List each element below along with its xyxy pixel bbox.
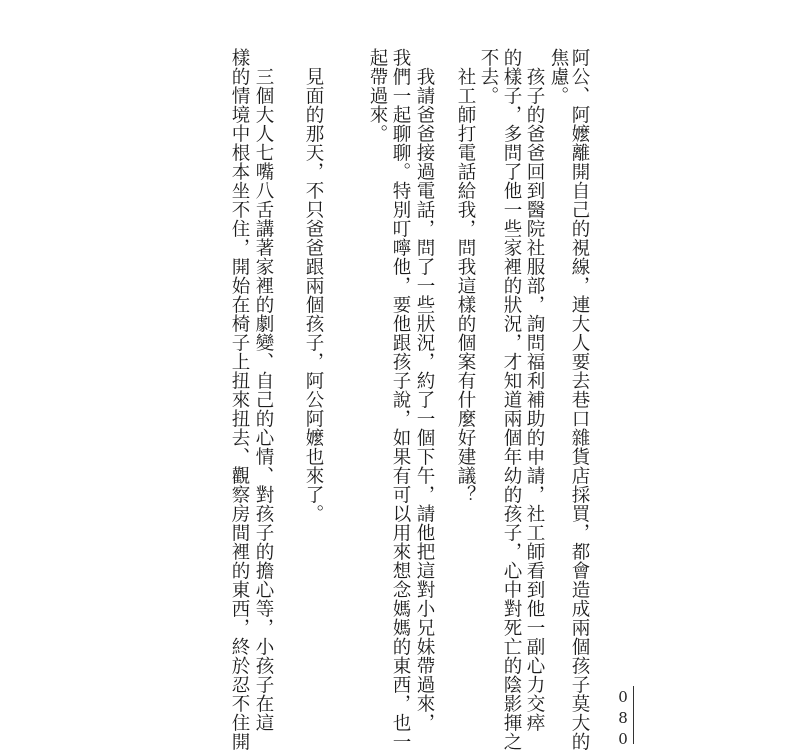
text-column: 起帶過來。	[367, 48, 388, 143]
text-column: 孩子的爸爸回到醫院社服部，詢問福利補助的申請，社工師看到他一副心力交瘁	[524, 48, 545, 732]
page-number: 080	[614, 688, 632, 751]
text-column: 阿公、阿嬤離開自己的視線，連大人要去巷口雜貨店採買，都會造成兩個孩子莫大的	[569, 48, 590, 751]
text-column: 樣的情境中根本坐不住，開始在椅子上扭來扭去、觀察房間裡的東西，終於忍不住開	[229, 48, 250, 751]
text-column: 焦慮。	[548, 48, 569, 105]
text-column: 我請爸爸接過電話，問了一些狀況，約了一個下午，請他把這對小兄妹帶過來，	[414, 48, 435, 732]
text-column: 不去。	[478, 48, 499, 105]
text-column: 社工師打電話給我，問我這樣的個案有什麼好建議？	[455, 48, 476, 504]
text-column: 的樣子，多問了他一些家裡的狀況，才知道兩個年幼的孩子，心中對死亡的陰影揮之	[501, 48, 522, 751]
text-column: 我們一起聊聊。特別叮嚀他，要他跟孩子說，如果有可以用來想念媽媽的東西，也一	[390, 48, 411, 751]
text-column: 見面的那天，不只爸爸跟兩個孩子，阿公阿嬤也來了。	[303, 48, 324, 523]
page-number-rule	[633, 686, 634, 744]
text-column: 三個大人七嘴八舌講著家裡的劇變、自己的心情、對孩子的擔心等，小孩子在這	[253, 48, 274, 732]
